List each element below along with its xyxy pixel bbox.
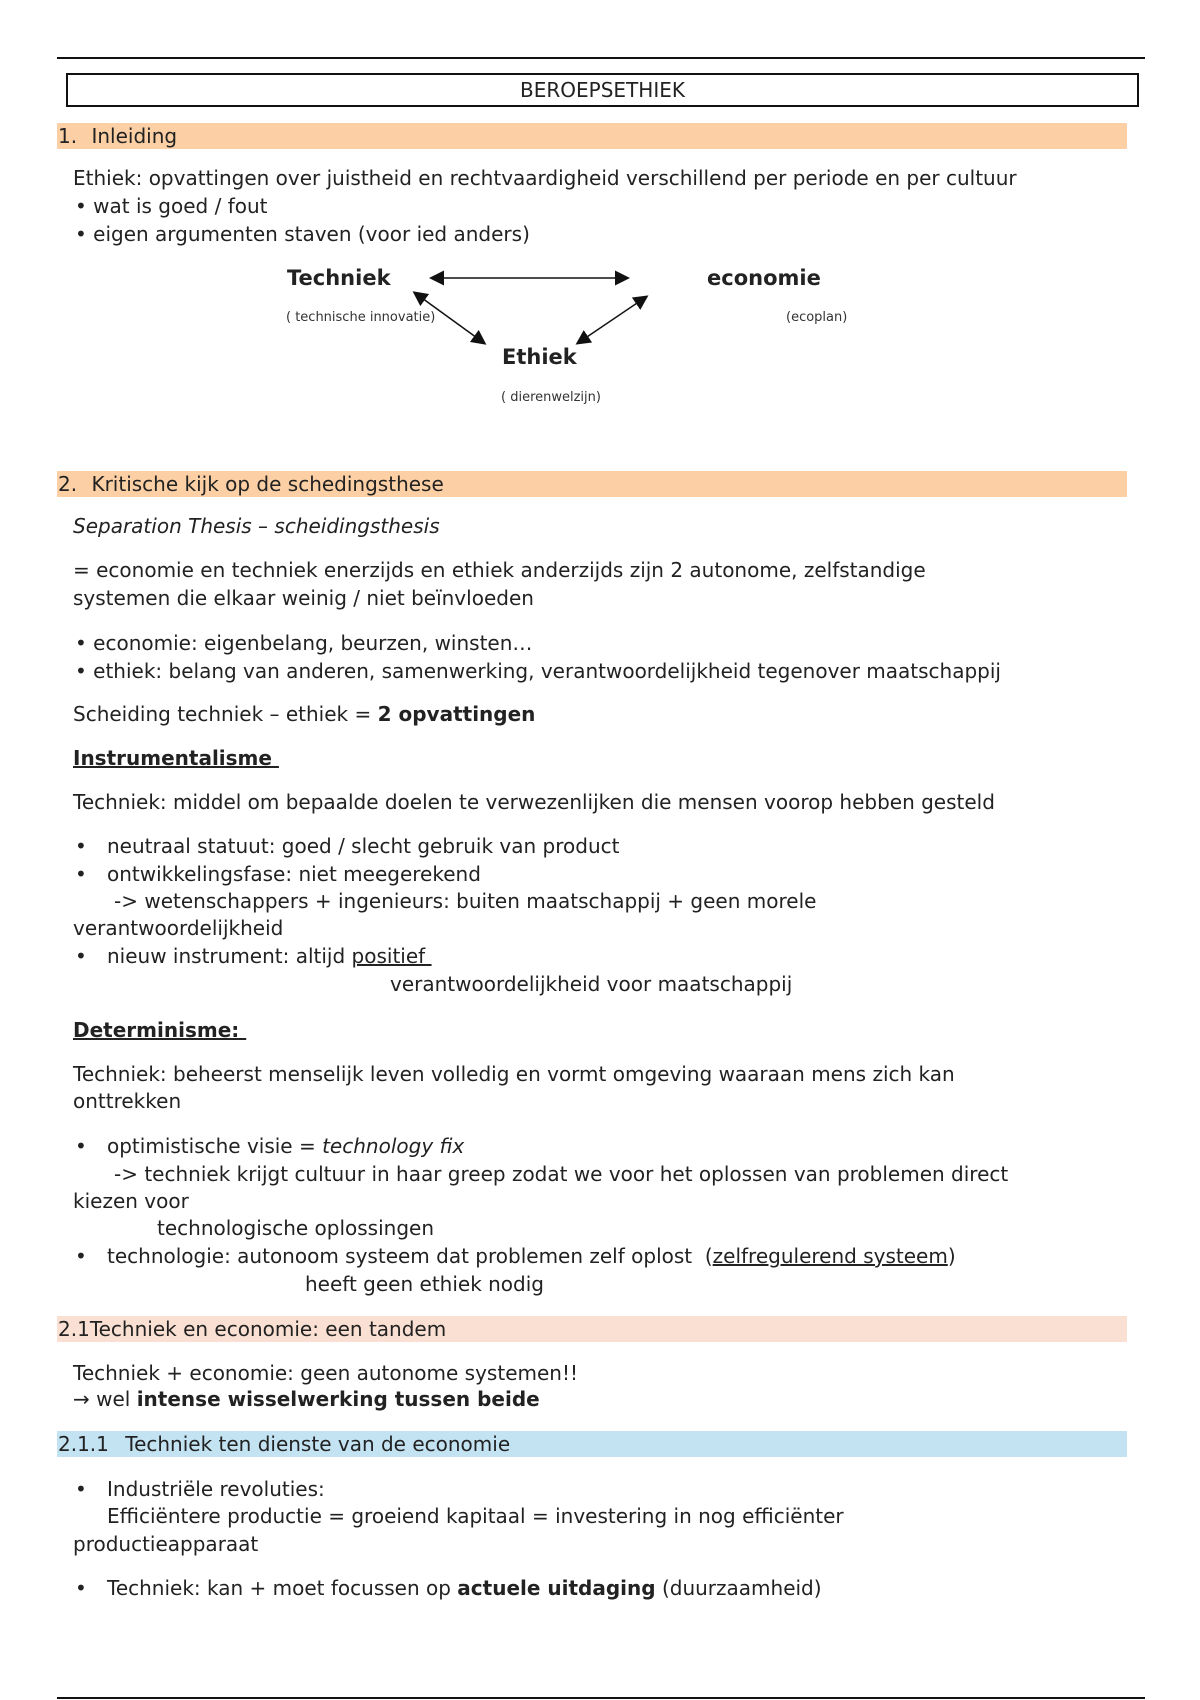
list-item-text: economie: eigenbelang, beurzen, winsten… [93,631,533,655]
diagram-node-ethiek: Ethiek [502,345,577,369]
list-item-underline: positief [351,944,432,968]
list-item-text [107,1575,822,1601]
diagram-sub-ethiek: ( dierenwelzijn) [501,390,601,405]
section-number: 2. [58,472,78,496]
list-item-bold: actuele uitdaging [457,1576,656,1600]
list-item-continuation: Efficiëntere productie = groeiend kapitaal = investering in nog efficiënter [107,1504,844,1528]
determinisme-text: Techniek: beheerst menselijk leven volledig en vormt omgeving waaraan mens zich kan [73,1062,955,1086]
definition-line: systemen die elkaar weinig / niet beïnvloeden [73,586,534,610]
list-item-continuation: heeft geen ethiek nodig [305,1272,544,1296]
list-item-suffix: ) [947,1244,956,1268]
tandem-text [73,1386,540,1412]
list-item-continuation: kiezen voor [73,1189,189,1213]
scheiding-bold: 2 opvattingen [377,702,536,726]
diagram-node-techniek: Techniek [287,266,391,290]
section-title: Kritische kijk op de schedingsthese [91,472,444,496]
list-item-suffix: (duurzaamheid) [655,1576,822,1600]
list-item-text [107,943,432,969]
definition-line: = economie en techniek enerzijds en ethiek anderzijds zijn 2 autonome, zelfstandige [73,558,926,582]
list-item-text: Industriële revoluties: [107,1477,325,1501]
section-heading-tandem [57,1316,1127,1342]
list-item: • [75,944,87,968]
list-item-text: ontwikkelingsfase: niet meegerekend [107,862,481,886]
list-item: • [75,1244,87,1268]
list-item: • [75,1477,87,1501]
list-item-italic: technology fix [322,1134,465,1158]
list-item-underline: zelfregulerend systeem [712,1244,948,1268]
arrow-economie-ethiek [578,297,646,343]
section-heading-kritische-kijk [57,471,1127,497]
list-item-text: neutraal statuut: goed / slecht gebruik van product [107,834,620,858]
list-item: • [75,1576,87,1600]
list-item: • economie: eigenbelang, beurzen, winsten… [75,631,533,655]
list-item-continuation: verantwoordelijkheid [73,916,284,940]
bottom-rule [57,1697,1145,1699]
section-title: Inleiding [91,124,178,148]
tandem-text: Techniek + economie: geen autonome systemen!! [73,1361,578,1385]
arrow-techniek-ethiek [415,293,484,343]
section-title: Techniek en economie: een tandem [89,1317,447,1341]
list-item-continuation: productieapparaat [73,1532,259,1556]
tandem-prefix: → wel [73,1387,137,1411]
heading-determinisme: Determinisme: [73,1018,247,1042]
subtitle: Separation Thesis – scheidingsthesis [73,514,440,538]
scheiding-text: Scheiding techniek – ethiek = [73,702,378,726]
list-item-continuation: -> wetenschappers + ingenieurs: buiten maatschappij + geen morele [114,889,817,913]
diagram-sub-techniek: ( technische innovatie) [286,310,436,325]
list-item: • [75,1134,87,1158]
list-item: • [75,862,87,886]
tandem-bold: intense wisselwerking tussen beide [136,1387,540,1411]
list-item-text: ethiek: belang van anderen, samenwerking, verantwoordelijkheid tegenover maatschappij [93,659,1001,683]
list-item-prefix: optimistische visie = [107,1134,323,1158]
list-item-text [107,1133,464,1159]
list-item-text: eigen argumenten staven (voor ied anders) [93,222,530,246]
list-item: • eigen argumenten staven (voor ied anders) [75,222,530,246]
list-item-prefix: Techniek: kan + moet focussen op [107,1576,458,1600]
determinisme-text: onttrekken [73,1089,182,1113]
instrumentalisme-text: Techniek: middel om bepaalde doelen te verwezenlijken die mensen voorop hebben gesteld [73,790,995,814]
heading-instrumentalisme: Instrumentalisme [73,746,279,770]
list-item-continuation: verantwoordelijkheid voor maatschappij [390,972,793,996]
list-item: • ethiek: belang van anderen, samenwerking, verantwoordelijkheid tegenover maatschappij [75,659,1001,683]
section-heading-techniek-economie [57,1431,1127,1457]
list-item-continuation: -> techniek krijgt cultuur in haar greep zodat we voor het oplossen van problemen direct [114,1162,1009,1186]
list-item-text: wat is goed / fout [93,194,268,218]
diagram-node-economie: economie [707,266,821,290]
list-item-prefix: nieuw instrument: altijd [107,944,352,968]
section-number: 2.1.1 [58,1432,109,1456]
diagram-sub-economie: (ecoplan) [786,310,848,325]
section-number: 2.1 [58,1317,90,1341]
intro-text: Ethiek: opvattingen over juistheid en rechtvaardigheid verschillend per periode en per cultuur [73,166,1017,190]
list-item-continuation: technologische oplossingen [157,1216,435,1240]
list-item-text [107,1243,956,1269]
scheiding-line [73,701,535,727]
list-item: • [75,834,87,858]
document-title: BEROEPSETHIEK [66,73,1139,107]
list-item: • wat is goed / fout [75,194,268,218]
list-item-prefix: technologie: autonoom systeem dat problemen zelf oplost ( [107,1244,713,1268]
section-number: 1. [58,124,78,148]
section-title: Techniek ten dienste van de economie [125,1432,511,1456]
